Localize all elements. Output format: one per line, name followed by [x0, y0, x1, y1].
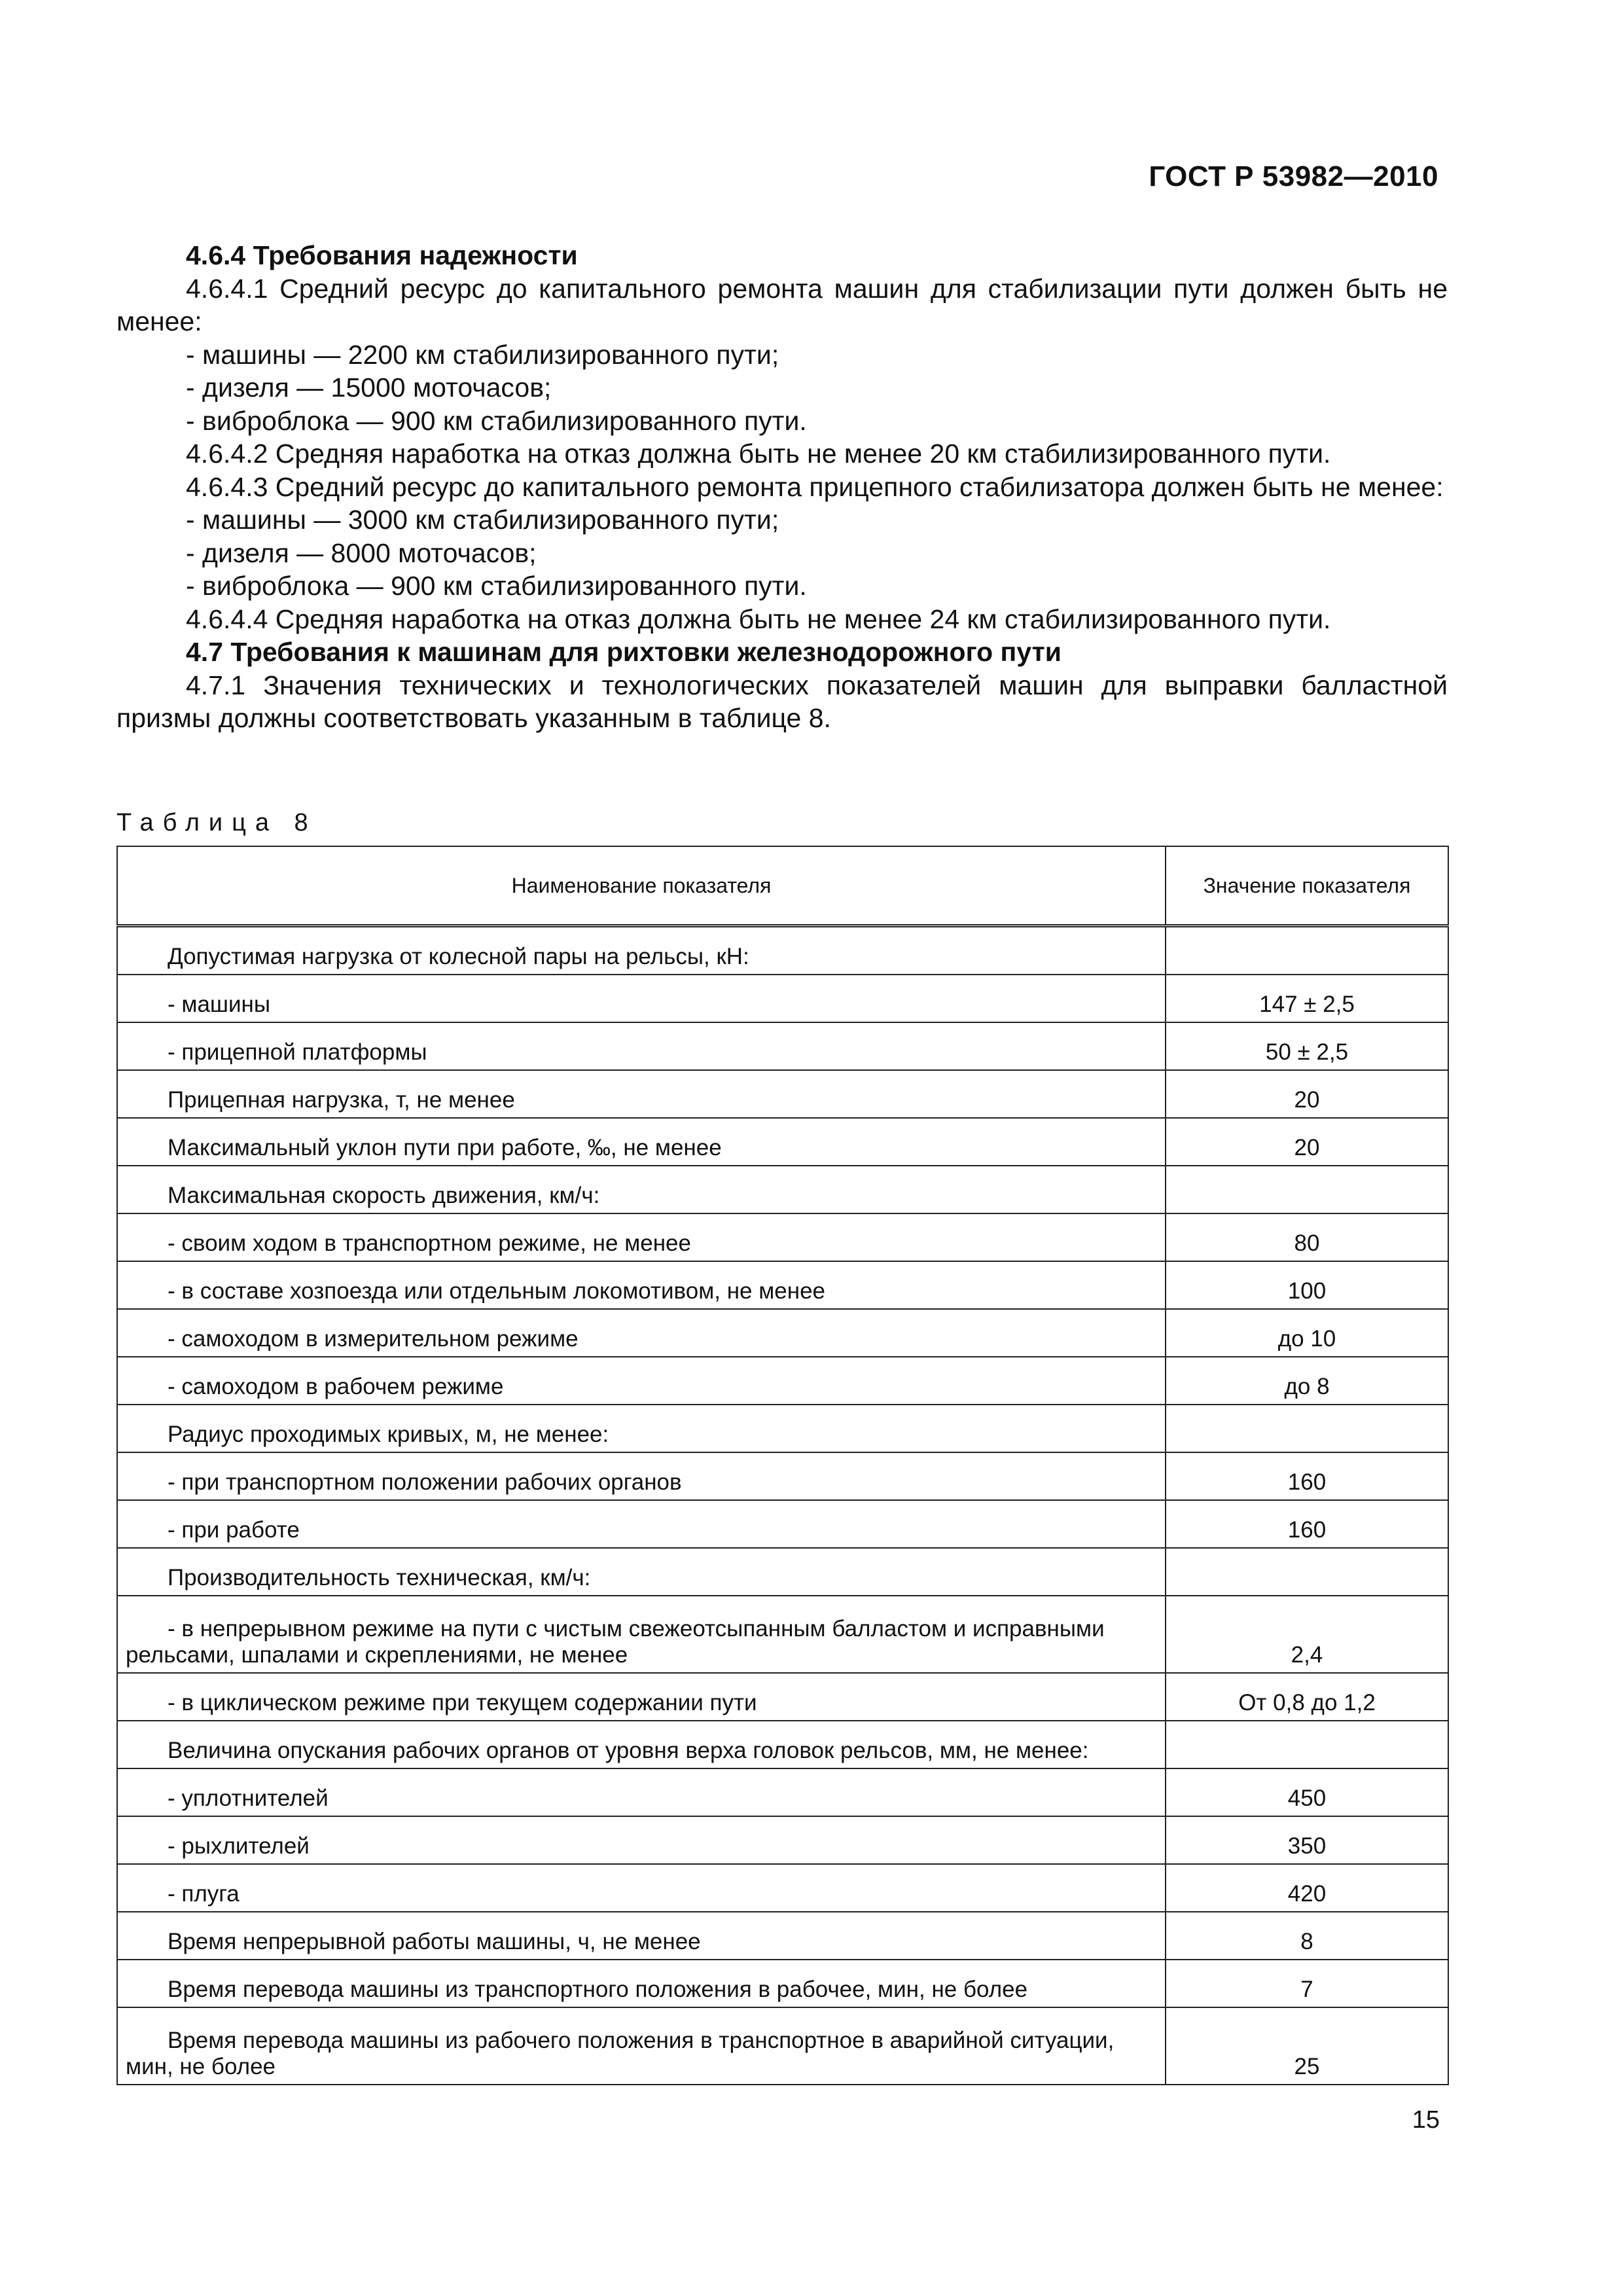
table-row — [117, 1768, 1448, 1816]
row-value: 147 ± 2,5 — [1166, 975, 1448, 1022]
table-row — [117, 1118, 1448, 1166]
list-item: - дизеля — 15000 моточасов; — [186, 372, 552, 403]
row-name: Прицепная нагрузка, т, не менее — [117, 1070, 1166, 1118]
row-value: до 8 — [1166, 1357, 1448, 1405]
table-row — [117, 926, 1448, 975]
column-header-name: Наименование показателя — [117, 846, 1166, 926]
table-row — [117, 1166, 1448, 1213]
table-row — [117, 1452, 1448, 1500]
list-item: - машины — 3000 км стабилизированного пути; — [186, 505, 779, 535]
row-name: Время непрерывной работы машины, ч, не менее — [117, 1912, 1166, 1960]
table-row — [117, 1721, 1448, 1768]
row-value: 20 — [1166, 1070, 1448, 1118]
row-value: 8 — [1166, 1912, 1448, 1960]
row-value: 450 — [1166, 1768, 1448, 1816]
page-number: 15 — [1412, 2106, 1440, 2134]
row-name: - самоходом в измерительном режиме — [117, 1309, 1166, 1357]
row-name: - в составе хозпоезда или отдельным локомотивом, не менее — [117, 1261, 1166, 1309]
row-value: 2,4 — [1166, 1596, 1448, 1673]
row-name: - прицепной платформы — [117, 1022, 1166, 1070]
row-name: Время перевода машины из рабочего положения в транспортное в аварийной ситуации, мин, не более — [117, 2007, 1166, 2085]
row-value — [1166, 1548, 1448, 1596]
row-name: Производительность техническая, км/ч: — [117, 1548, 1166, 1596]
table-row — [117, 1864, 1448, 1912]
row-name: - машины — [117, 975, 1166, 1022]
table-row — [117, 1405, 1448, 1452]
row-name: Время перевода машины из транспортного положения в рабочее, мин, не более — [117, 1960, 1166, 2007]
row-name: Максимальный уклон пути при работе, ‰, не менее — [117, 1118, 1166, 1166]
table-row — [117, 1309, 1448, 1357]
row-value: 20 — [1166, 1118, 1448, 1166]
table-row — [117, 1213, 1448, 1261]
row-name: - в циклическом режиме при текущем содержании пути — [117, 1673, 1166, 1721]
table-row — [117, 1500, 1448, 1548]
column-header-value: Значение показателя — [1166, 846, 1448, 926]
row-value: 350 — [1166, 1816, 1448, 1864]
table-row — [117, 1912, 1448, 1960]
list-item: - виброблока — 900 км стабилизированного пути. — [186, 571, 807, 601]
paragraph-4-6-4-3: 4.6.4.3 Средний ресурс до капитального ремонта прицепного стабилизатора должен быть не менее: — [186, 471, 1444, 502]
table-row — [117, 1022, 1448, 1070]
row-name: - рыхлителей — [117, 1816, 1166, 1864]
row-name: - самоходом в рабочем режиме — [117, 1357, 1166, 1405]
row-value: 50 ± 2,5 — [1166, 1022, 1448, 1070]
row-value: до 10 — [1166, 1309, 1448, 1357]
table-header-row — [117, 846, 1448, 926]
list-item: - дизеля — 8000 моточасов; — [186, 537, 537, 568]
row-name: - при транспортном положении рабочих органов — [117, 1452, 1166, 1500]
table-row — [117, 975, 1448, 1022]
row-name: - при работе — [117, 1500, 1166, 1548]
list-item: - виброблока — 900 км стабилизированного пути. — [186, 405, 807, 436]
row-value: 420 — [1166, 1864, 1448, 1912]
row-value — [1166, 1166, 1448, 1213]
row-value: 160 — [1166, 1452, 1448, 1500]
row-value: От 0,8 до 1,2 — [1166, 1673, 1448, 1721]
row-name: Максимальная скорость движения, км/ч: — [117, 1166, 1166, 1213]
list-item: - машины — 2200 км стабилизированного пути; — [186, 339, 779, 370]
paragraph-4-6-4-1: 4.6.4.1 Средний ресурс до капитального ремонта машин для стабилизации пути должен быть не менее: — [116, 273, 1448, 336]
row-value — [1166, 1405, 1448, 1452]
row-name: - уплотнителей — [117, 1768, 1166, 1816]
paragraph-4-6-4-2: 4.6.4.2 Средняя наработка на отказ должна быть не менее 20 км стабилизированного пути. — [186, 439, 1331, 469]
row-name: Радиус проходимых кривых, м, не менее: — [117, 1405, 1166, 1452]
section-text — [116, 239, 1448, 735]
table-row — [117, 1357, 1448, 1405]
row-value — [1166, 1721, 1448, 1768]
row-value: 7 — [1166, 1960, 1448, 2007]
table-row — [117, 1261, 1448, 1309]
row-value: 80 — [1166, 1213, 1448, 1261]
table-row — [117, 2007, 1448, 2085]
row-name: - плуга — [117, 1864, 1166, 1912]
specification-table — [116, 846, 1449, 2085]
paragraph-4-7-1: 4.7.1 Значения технических и технологических показателей машин для выправки балластной призмы должны соответствовать указанным в таблице 8. — [116, 670, 1448, 733]
row-name: - своим ходом в транспортном режиме, не менее — [117, 1213, 1166, 1261]
heading-4-6-4: 4.6.4 Требования надежности — [186, 240, 578, 270]
table-row — [117, 1548, 1448, 1596]
row-value: 100 — [1166, 1261, 1448, 1309]
paragraph-4-6-4-4: 4.6.4.4 Средняя наработка на отказ должна быть не менее 24 км стабилизированного пути. — [186, 603, 1331, 634]
table-row — [117, 1070, 1448, 1118]
row-name: - в непрерывном режиме на пути с чистым свежеотсыпанным балластом и исправными рельсами, шпалами и скреплениями, не менее — [117, 1596, 1166, 1673]
row-value: 25 — [1166, 2007, 1448, 2085]
document-code: ГОСТ Р 53982—2010 — [1149, 160, 1438, 192]
row-name: Величина опускания рабочих органов от уровня верха головок рельсов, мм, не менее: — [117, 1721, 1166, 1768]
row-value — [1166, 926, 1448, 975]
heading-4-7: 4.7 Требования к машинам для рихтовки железнодорожного пути — [186, 637, 1061, 667]
table-row — [117, 1816, 1448, 1864]
row-value: 160 — [1166, 1500, 1448, 1548]
table-row — [117, 1960, 1448, 2007]
table-row — [117, 1596, 1448, 1673]
table-caption: Таблица 8 — [116, 809, 317, 836]
row-name: Допустимая нагрузка от колесной пары на рельсы, кН: — [117, 926, 1166, 975]
table-row — [117, 1673, 1448, 1721]
